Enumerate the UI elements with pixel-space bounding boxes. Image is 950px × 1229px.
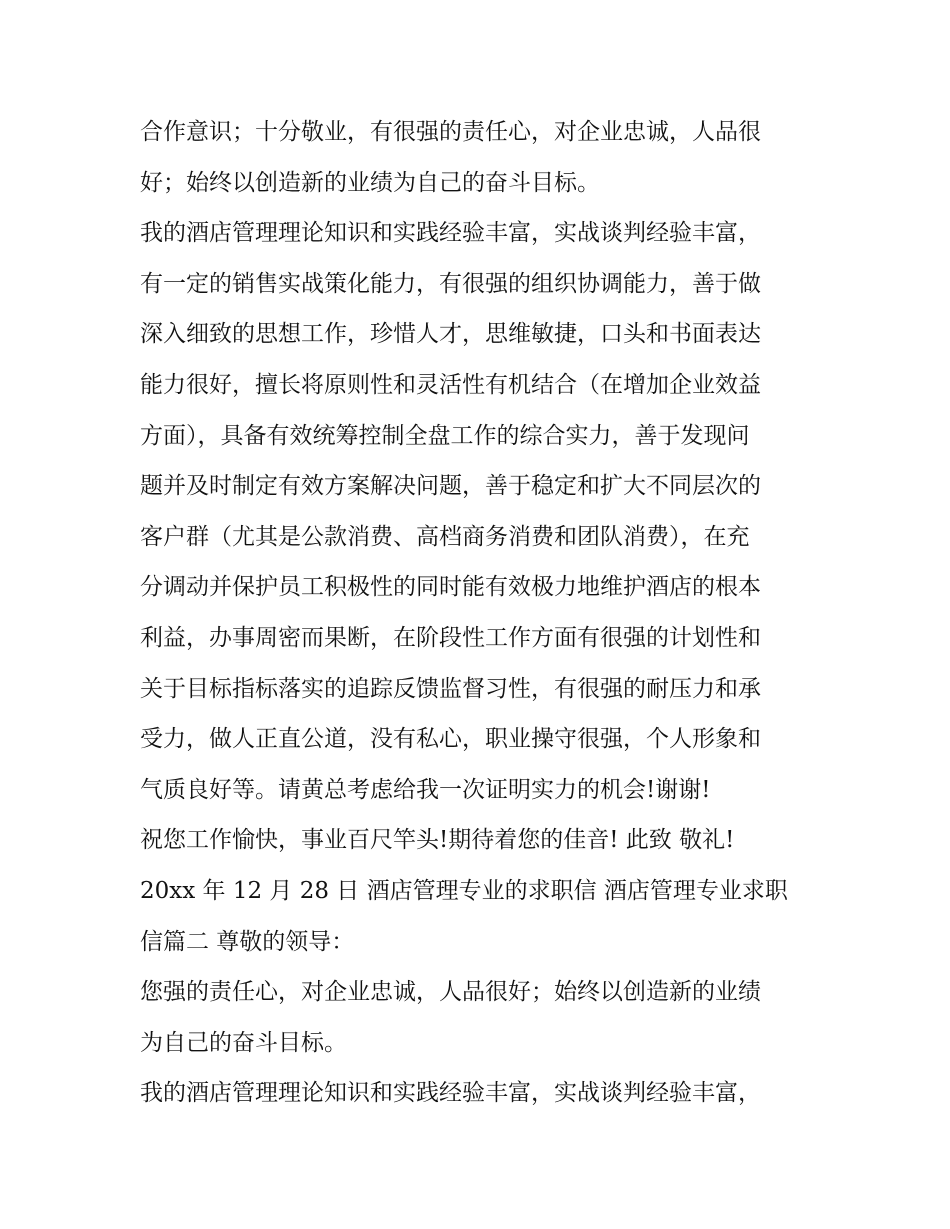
text-line: 为自己的奋斗目标。 [140,1029,347,1056]
text-line: 气质良好等。请黄总考虑给我一次证明实力的机会!谢谢! [140,776,711,803]
text-line: 信篇二 尊敬的领导： [140,928,355,955]
text-line: 祝您工作愉快，事业百尺竿头!期待着您的佳音! 此致 敬礼! [140,827,735,854]
document-body [140,107,820,1119]
text-line: 深入细致的思想工作，珍惜人才，思维敏捷，口头和书面表达 [140,321,761,348]
text-line: 您强的责任心，对企业忠诚，人品很好；始终以创造新的业绩 [140,979,761,1006]
text-line: 能力很好，擅长将原则性和灵活性有机结合（在增加企业效益 [140,371,761,398]
text-line: 受力，做人正直公道，没有私心，职业操守很强，个人形象和 [140,726,761,753]
text-line: 有一定的销售实战策化能力，有很强的组织协调能力，善于做 [140,270,761,297]
text-line: 20xx 年 12 月 28 日 酒店管理专业的求职信 酒店管理专业求职 [140,877,788,904]
text-line: 题并及时制定有效方案解决问题，善于稳定和扩大不同层次的 [140,473,761,500]
text-line: 我的酒店管理理论知识和实践经验丰富，实战谈判经验丰富， [140,220,761,247]
text-line: 利益，办事周密而果断，在阶段性工作方面有很强的计划性和 [140,624,761,651]
text-line: 分调动并保护员工积极性的同时能有效极力地维护酒店的根本 [140,574,761,601]
text-line: 客户群（尤其是公款消费、高档商务消费和团队消费），在充 [140,523,750,550]
text-line: 合作意识；十分敬业，有很强的责任心，对企业忠诚，人品很 [140,119,761,145]
text-line: 关于目标指标落实的追踪反馈监督习性，有很强的耐压力和承 [140,675,761,702]
text-line: 方面），具备有效统筹控制全盘工作的综合实力，善于发现问 [140,422,750,449]
text-line: 好；始终以创造新的业绩为自己的奋斗目标。 [140,169,600,196]
text-line: 我的酒店管理理论知识和实践经验丰富，实战谈判经验丰富， [140,1080,761,1107]
